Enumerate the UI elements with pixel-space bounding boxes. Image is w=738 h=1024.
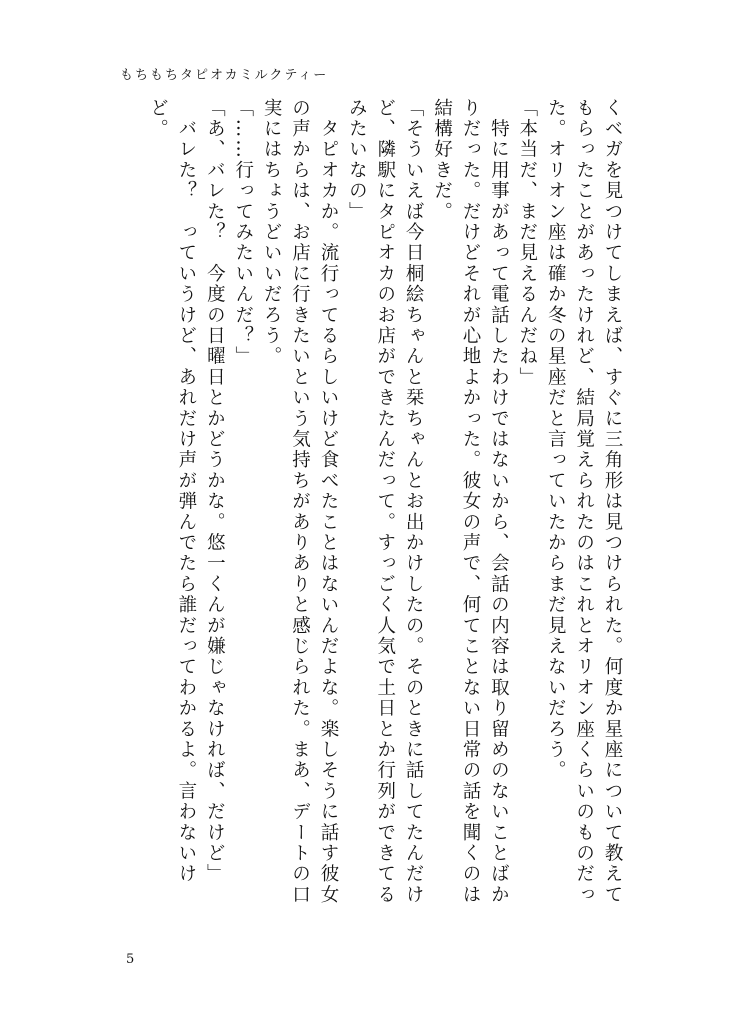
running-head: もちもちタピオカミルクティー [120,68,329,83]
paragraph: 「あ、バレた？ 今度の日曜日とかどうかな。悠一くんが嫌じゃなければ、だけど」 [204,98,226,885]
paragraph: 特に用事があって電話したわけではないから、会話の内容は取り留めのないことばかりだった。だけどそれが心地よかった。彼女の声で、何てことない日常の話を聞くのは結構好きだ。 [431,98,510,906]
paragraph: 「そういえば今日桐絵ちゃんと栞ちゃんとお出かけしたの。そのときに話してたんだけど、隣駅にタピオカのお店ができたんだって。すっごく人気で土日とか行列ができてるみたいなの」 [346,98,425,906]
body-text [128,98,626,918]
paragraph: 「……行ってみたいんだ？」 [232,98,254,368]
page-number: 5 [126,952,135,967]
paragraph: くベガを見つけてしまえば、すぐに三角形は見つけられた。何度か星座について教えてもらったことがあったけれど、結局覚えられたのはこれとオリオン座くらいのものだった。オリオン座は確か冬の星座だと言っていたからまだ見えないだろう。 [545,98,623,906]
paragraph: 「本当だ、まだ見えるんだね」 [516,98,538,388]
paragraph: バレた？ っていうけど、あれだけ声が弾んでたら誰だってわかるよ。言わないけど。 [147,98,197,885]
paragraph: タピオカか。流行ってるらしいけど食べたことはないんだよな。楽しそうに話す彼女の声からは、お店に行きたいという気持ちがありありと感じられた。まあ、デートの口実にはちょうどいいだろう。 [261,98,339,906]
